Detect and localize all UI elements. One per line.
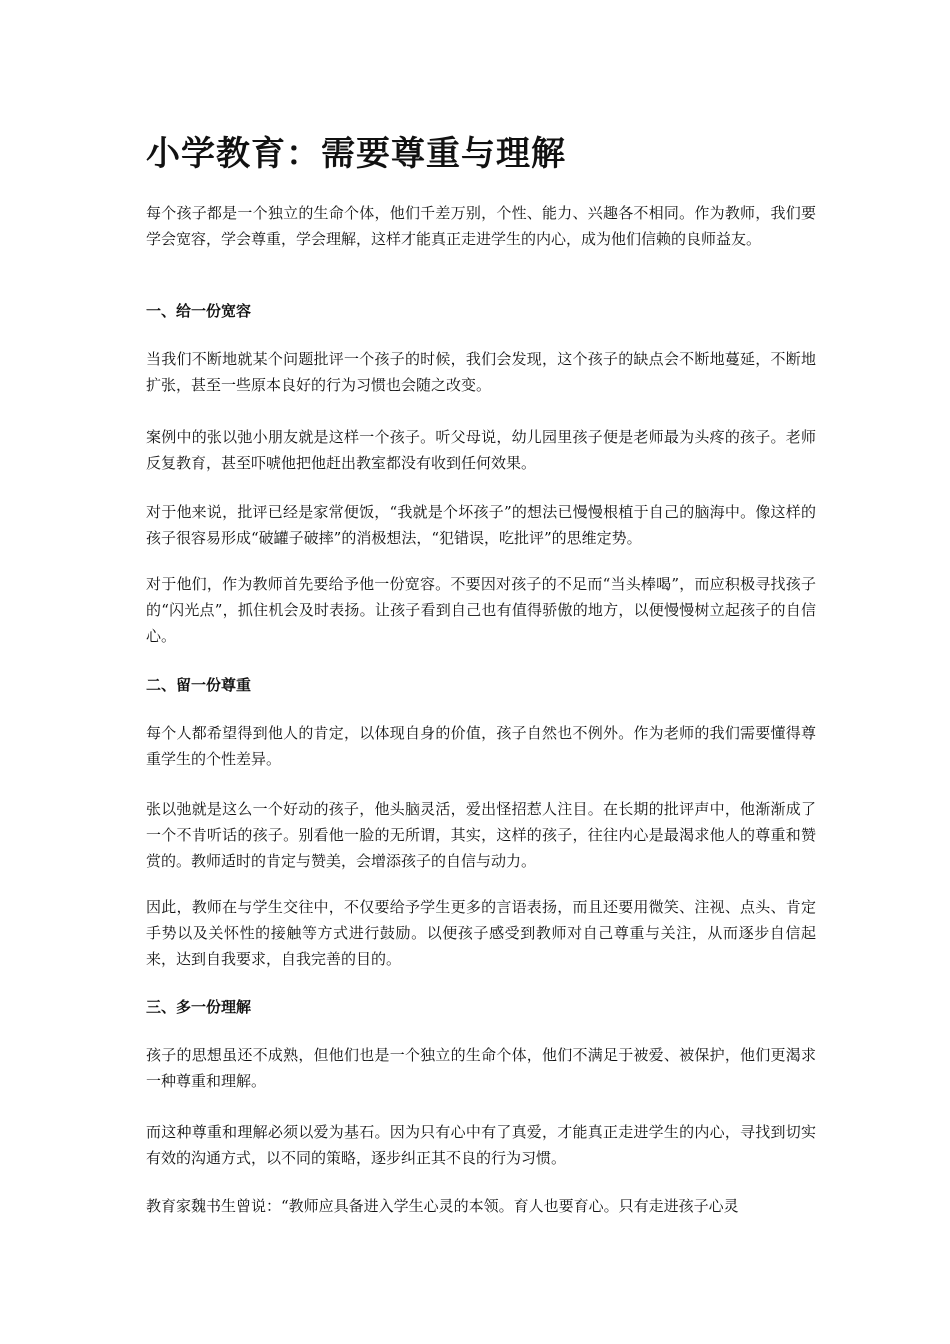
section-3-paragraph-2: 而这种尊重和理解必须以爱为基石。因为只有心中有了真爱，才能真正走进学生的内心，寻找到切实有效的沟通方式，以不同的策略，逐步纠正其不良的行为习惯。 [146,1123,816,1167]
section-1-paragraph-2: 案例中的张以弛小朋友就是这样一个孩子。听父母说，幼儿园里孩子便是老师最为头疼的孩子。老师反复教育，甚至吓唬他把他赶出教室都没有收到任何效果。 [146,428,816,472]
section-3-paragraph-1: 孩子的思想虽还不成熟，但他们也是一个独立的生命个体，他们不满足于被爱、被保护，他们更渴求一种尊重和理解。 [146,1046,816,1090]
section-2-paragraph-1: 每个人都希望得到他人的肯定，以体现自身的价值，孩子自然也不例外。作为老师的我们需要懂得尊重学生的个性差异。 [146,724,816,768]
section-2-paragraph-2: 张以弛就是这么一个好动的孩子，他头脑灵活，爱出怪招惹人注目。在长期的批评声中，他渐渐成了一个不肯听话的孩子。别看他一脸的无所谓，其实，这样的孩子，往往内心是最渴求他人的尊重和赞赏的。教师适时的肯定与赞美，会增添孩子的自信与动力。 [146,800,816,870]
document-title: 小学教育：需要尊重与理解 [146,134,566,174]
section-1-paragraph-1: 当我们不断地就某个问题批评一个孩子的时候，我们会发现，这个孩子的缺点会不断地蔓延，不断地扩张，甚至一些原本良好的行为习惯也会随之改变。 [146,350,816,394]
section-2-paragraph-3: 因此，教师在与学生交往中，不仅要给予学生更多的言语表扬，而且还要用微笑、注视、点头、肯定手势以及关怀性的接触等方式进行鼓励。以便孩子感受到教师对自己尊重与关注，从而逐步自信起来，达到自我要求，自我完善的目的。 [146,898,816,968]
section-heading-respect: 二、留一份尊重 [146,676,252,694]
section-heading-understanding: 三、多一份理解 [146,998,252,1016]
section-3-paragraph-3: 教育家魏书生曾说：“教师应具备进入学生心灵的本领。育人也要育心。只有走进孩子心灵 [146,1197,739,1215]
intro-paragraph: 每个孩子都是一个独立的生命个体，他们千差万别，个性、能力、兴趣各不相同。作为教师，我们要学会宽容，学会尊重，学会理解，这样才能真正走进学生的内心，成为他们信赖的良师益友。 [146,204,816,248]
section-1-paragraph-3: 对于他来说，批评已经是家常便饭，“我就是个坏孩子”的想法已慢慢根植于自己的脑海中。像这样的孩子很容易形成“破罐子破摔”的消极想法，“犯错误，吃批评”的思维定势。 [146,503,816,547]
section-1-paragraph-4: 对于他们，作为教师首先要给予他一份宽容。不要因对孩子的不足而“当头棒喝”，而应积极寻找孩子的“闪光点”，抓住机会及时表扬。让孩子看到自己也有值得骄傲的地方，以便慢慢树立起孩子的自信心。 [146,575,816,645]
section-heading-tolerance: 一、给一份宽容 [146,302,252,320]
